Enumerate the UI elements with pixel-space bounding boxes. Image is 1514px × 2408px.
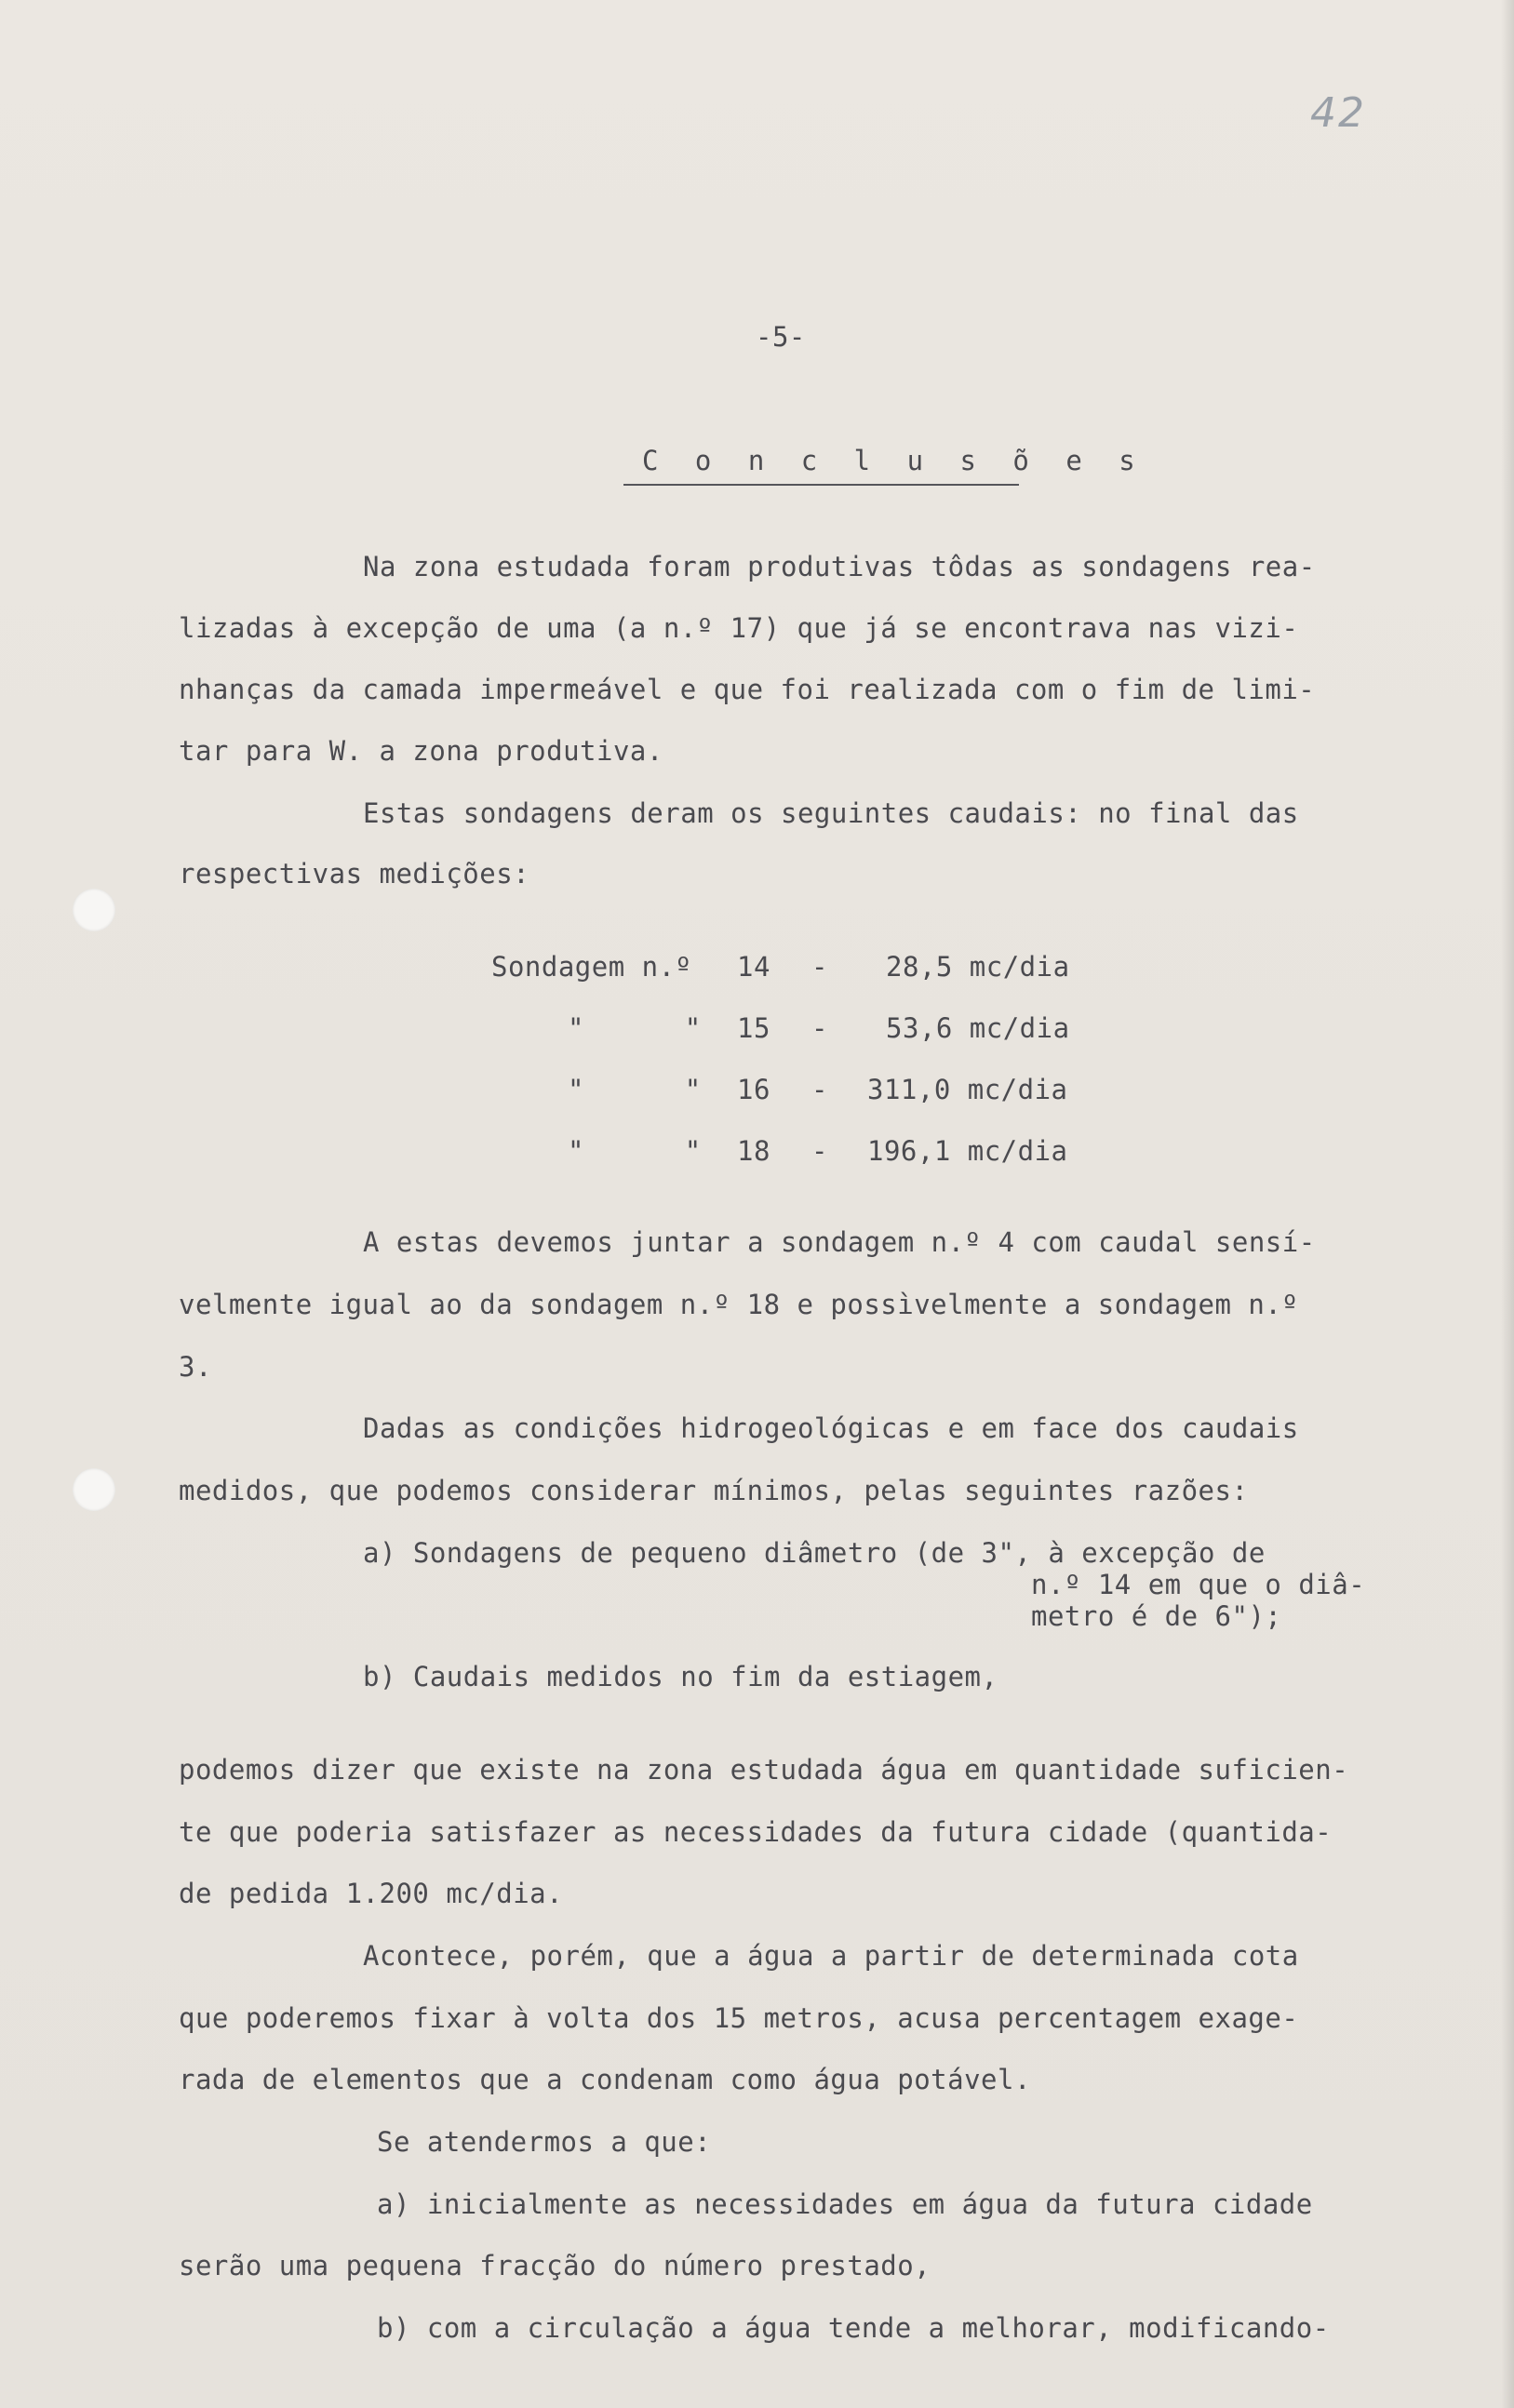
row-number: 16	[737, 1074, 770, 1105]
list-item-b: b) com a circulação a água tende a melhorar, modificando-	[377, 2312, 1330, 2344]
list-item-a-continuation: n.º 14 em que o diâ-	[1031, 1569, 1366, 1600]
paragraph-line: te que poderia satisfazer as necessidades da futura cidade (quantida-	[179, 1816, 1333, 1848]
paragraph-line: Se atendermos a que:	[377, 2126, 712, 2158]
section-title: C o n c l u s õ e s	[642, 445, 1146, 476]
paragraph-line: Estas sondagens deram os seguintes caudais: no final das	[363, 797, 1299, 829]
paragraph-line: rada de elementos que a condenam como água potável.	[179, 2064, 1031, 2095]
paragraph-line: A estas devemos juntar a sondagem n.º 4 com caudal sensí-	[363, 1226, 1316, 1258]
row-label: " "	[568, 1074, 702, 1105]
list-item-a-continuation: metro é de 6");	[1031, 1600, 1282, 1632]
paragraph-line: lizadas à excepção de uma (a n.º 17) que já se encontrava nas vizi-	[179, 612, 1299, 644]
paragraph-line: que poderemos fixar à volta dos 15 metros, acusa percentagem exage-	[179, 2002, 1299, 2034]
paragraph-line: velmente igual ao da sondagem n.º 18 e possìvelmente a sondagem n.º	[179, 1289, 1299, 1320]
punch-hole-bottom	[73, 1468, 115, 1511]
paragraph-line: Na zona estudada foram produtivas tôdas as sondagens rea-	[363, 551, 1316, 582]
row-label: " "	[568, 1135, 702, 1167]
row-value: 53,6 mc/dia	[886, 1012, 1070, 1044]
paragraph-line: respectivas medições:	[179, 858, 530, 890]
row-dash: -	[811, 1012, 828, 1044]
paragraph-line: 3.	[179, 1351, 212, 1383]
row-label: " "	[568, 1012, 702, 1044]
row-value: 28,5 mc/dia	[886, 951, 1070, 983]
row-number: 14	[737, 951, 770, 983]
row-number: 15	[737, 1012, 770, 1044]
row-dash: -	[811, 1074, 828, 1105]
list-item-a: a) inicialmente as necessidades em água da futura cidade	[377, 2188, 1313, 2220]
paragraph-line: Acontece, porém, que a água a partir de determinada cota	[363, 1940, 1299, 1972]
row-value: 196,1 mc/dia	[867, 1135, 1068, 1167]
row-dash: -	[811, 1135, 828, 1167]
page-edge-shadow	[1501, 0, 1514, 2408]
paragraph-line: de pedida 1.200 mc/dia.	[179, 1878, 564, 1909]
list-item-a-continuation: serão uma pequena fracção do número prestado,	[179, 2250, 931, 2281]
list-item-a: a) Sondagens de pequeno diâmetro (de 3", à excepção de	[363, 1537, 1266, 1569]
row-dash: -	[811, 951, 828, 983]
row-number: 18	[737, 1135, 770, 1167]
row-label: Sondagem n.º	[491, 951, 692, 983]
list-item-b: b) Caudais medidos no fim da estiagem,	[363, 1661, 998, 1692]
paragraph-line: medidos, que podemos considerar mínimos, pelas seguintes razões:	[179, 1475, 1249, 1506]
paragraph-line: podemos dizer que existe na zona estudada água em quantidade suficien-	[179, 1754, 1349, 1786]
paragraph-line: nhanças da camada impermeável e que foi realizada com o fim de limi-	[179, 674, 1316, 705]
handwritten-page-number: 42	[1310, 89, 1366, 137]
paragraph-line: Dadas as condições hidrogeológicas e em face dos caudais	[363, 1412, 1299, 1444]
page-number: -5-	[756, 321, 806, 353]
title-underline	[623, 484, 1019, 486]
paragraph-line: tar para W. a zona produtiva.	[179, 735, 663, 767]
punch-hole-top	[73, 889, 115, 931]
row-value: 311,0 mc/dia	[867, 1074, 1068, 1105]
